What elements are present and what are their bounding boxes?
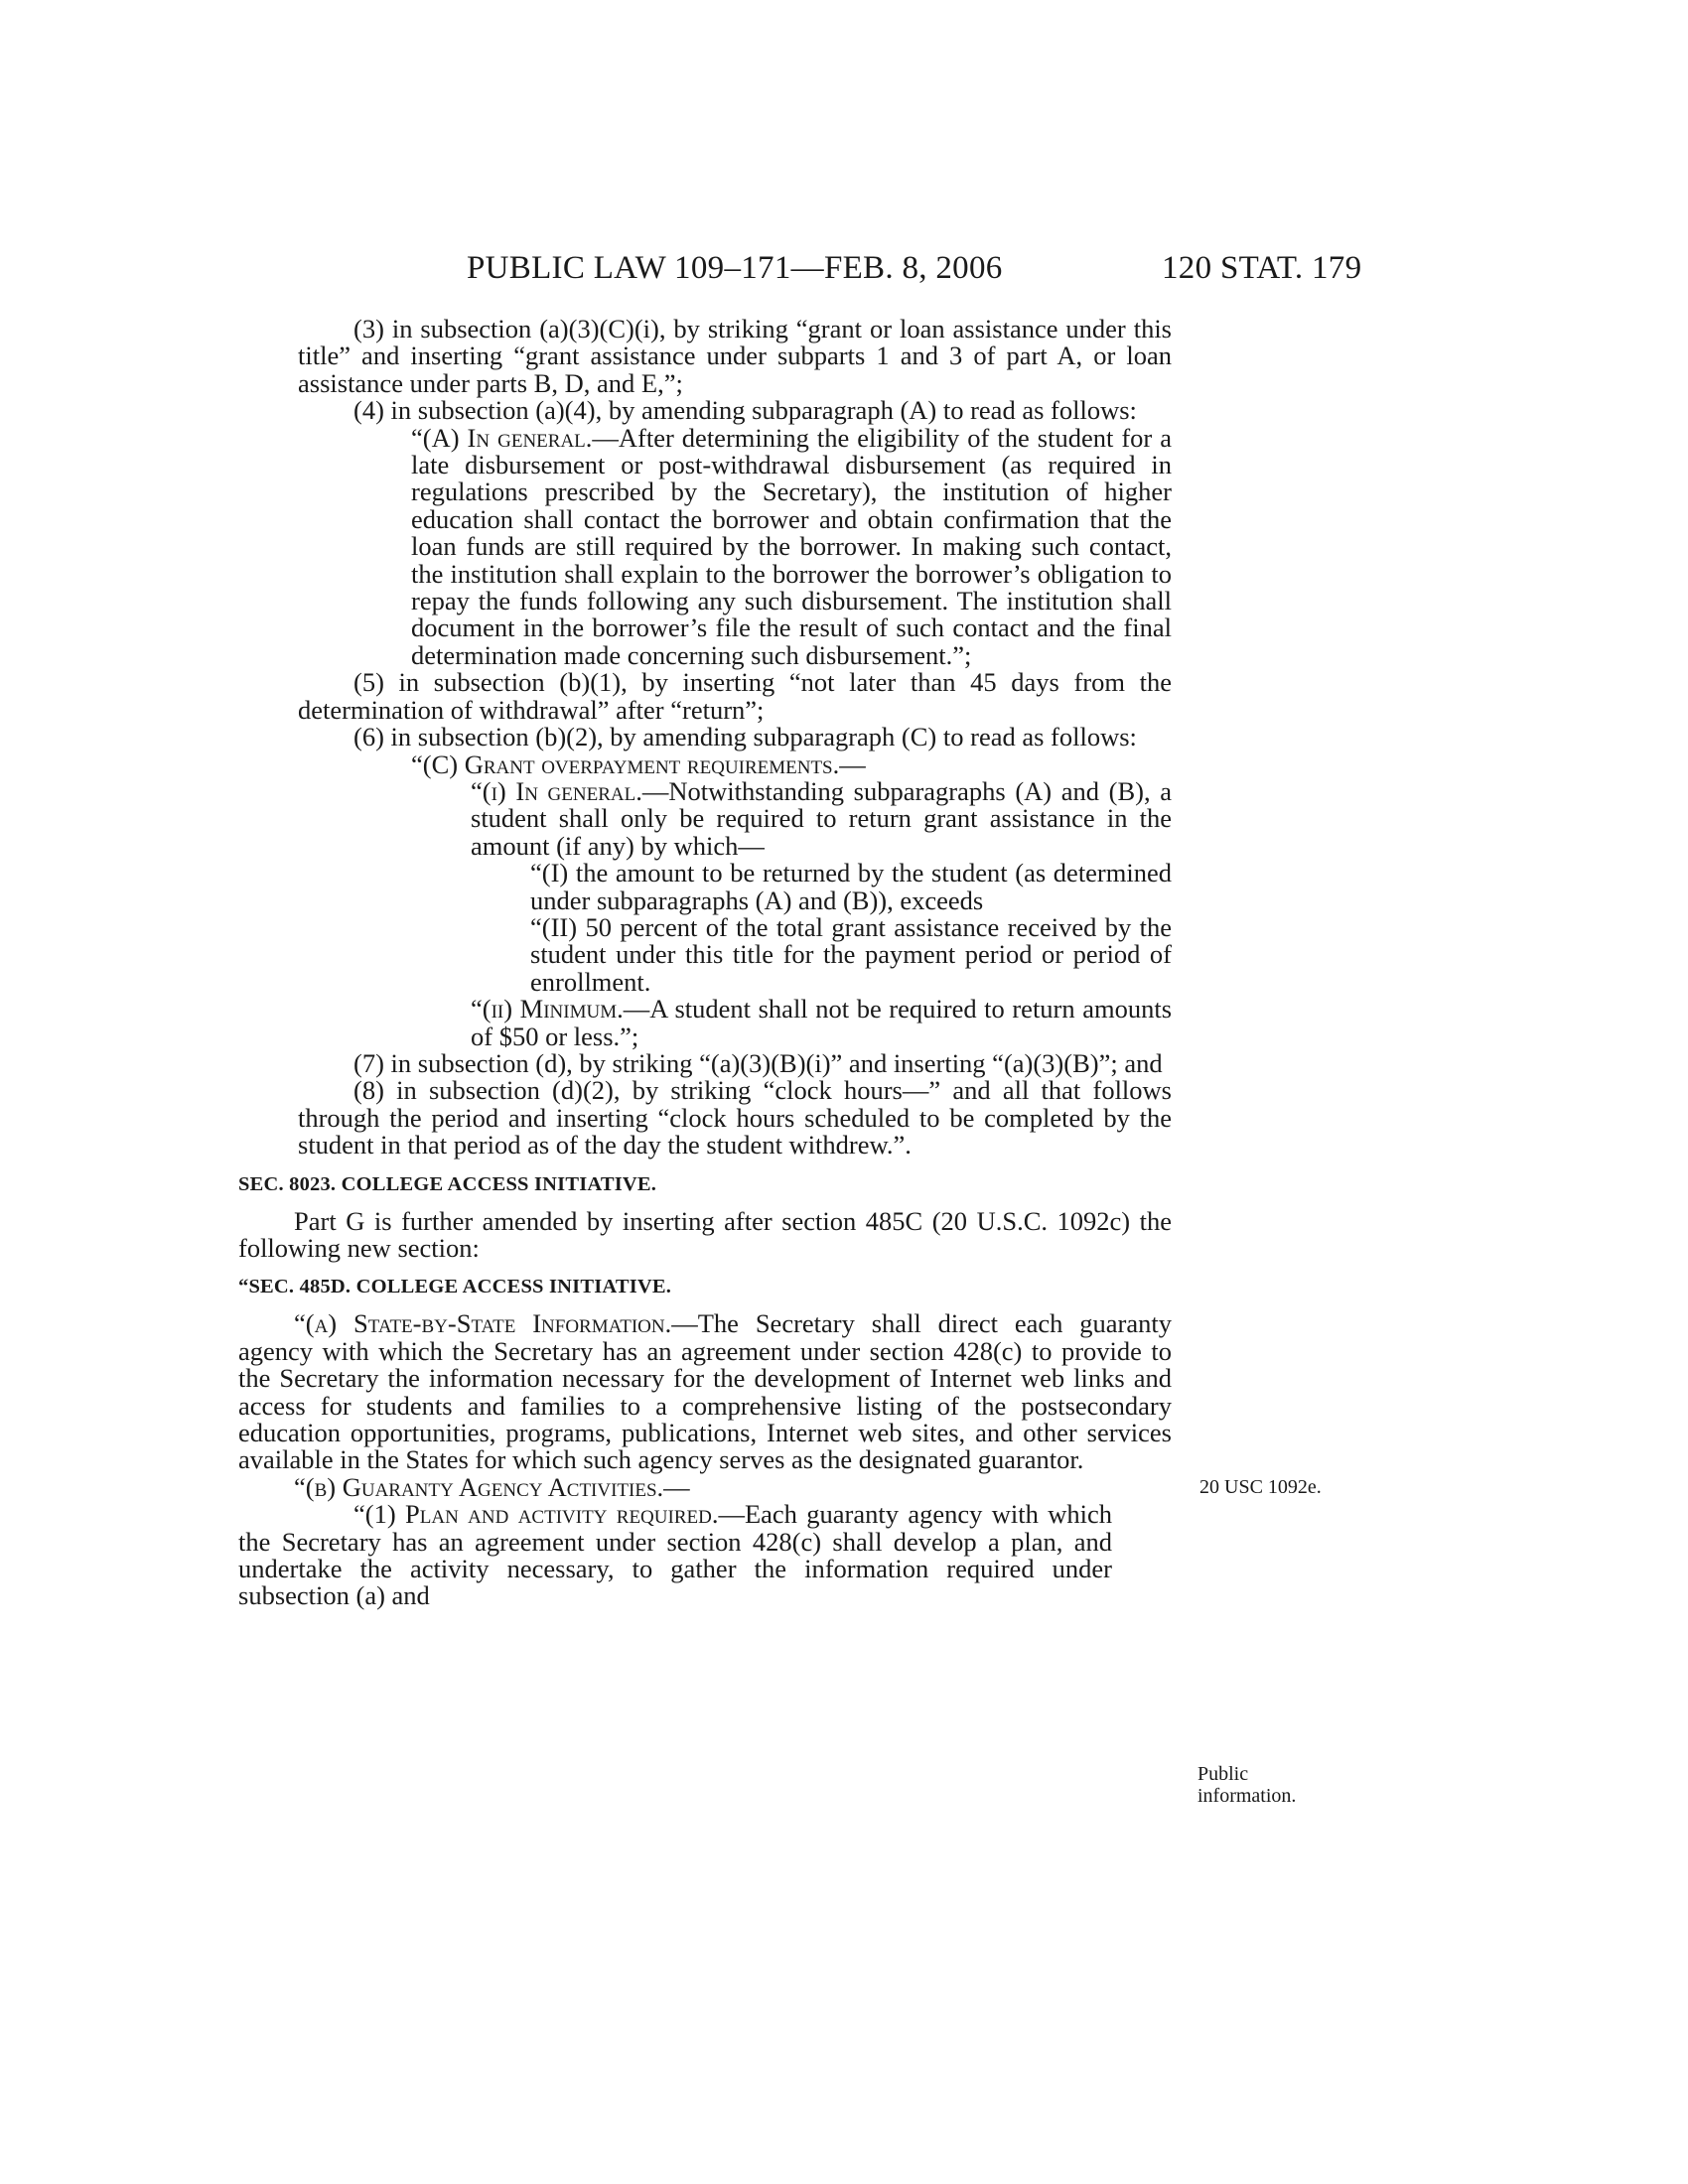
clause-C-i-body: —Notwithstanding subparagraphs (A) and (B), a student shall only be required to return grant assistance in the amount (if any) by which— — [471, 775, 1172, 861]
section-8023-heading: SEC. 8023. COLLEGE ACCESS INITIATIVE. — [238, 1172, 657, 1195]
paragraph-4: (4) in subsection (a)(4), by amending subparagraph (A) to read as follows: — [353, 395, 1137, 426]
subparagraph-A — [411, 422, 1172, 670]
paragraph-b-1-body: —Each guaranty agency with which the Secretary has an agreement under section 428(c) shall develop a plan, and undertake the activity necessary, to gather the information required under subsection (a) and — [238, 1499, 1112, 1611]
clause-C-i — [471, 775, 1172, 861]
margin-note-public: Public — [1197, 1763, 1249, 1785]
paragraph-5: (5) in subsection (b)(1), by inserting “not later than 45 days from the determination of withdrawal” after “return”; — [298, 667, 1172, 725]
subsection-b-dash: — — [663, 1471, 690, 1502]
margin-note-information: information. — [1197, 1785, 1297, 1807]
section-485D-heading: “SEC. 485D. COLLEGE ACCESS INITIATIVE. — [238, 1276, 672, 1298]
subparagraph-A-body: —After determining the eligibility of the student for a late disbursement or post-withdrawal disbursement (as required in regulations prescribed by the Secretary), the institution of higher education shall contact the borrower and obtain confirmation that the loan funds are still required by the borrower. In making such contact, the institution shall explain to the borrower the borrower’s obligation to repay the funds following any such disbursement. The institution shall document in the borrower’s file the result of such contact and the final determination made concerning such disbursement.”; — [411, 422, 1172, 670]
clause-C-i-heading: “(i) In general. — [471, 775, 642, 806]
clause-C-ii-heading: “(ii) Minimum. — [471, 994, 624, 1024]
clause-C-ii — [471, 996, 1172, 1050]
subclause-I: “(I) the amount to be returned by the student (as determined under subparagraphs (A) and (B)), exceeds — [530, 858, 1172, 915]
margin-note-usc: 20 USC 1092e. — [1199, 1476, 1322, 1498]
subsection-a — [238, 1310, 1172, 1473]
subclause-II: “(II) 50 percent of the total grant assistance received by the student under this title for the payment period or period of enrollment. — [530, 911, 1172, 997]
running-header-law: PUBLIC LAW 109–171—FEB. 8, 2006 — [467, 250, 1003, 286]
paragraph-3: (3) in subsection (a)(3)(C)(i), by striking “grant or loan assistance under this title” and inserting “grant assistance under subparts 1 and 3 of part A, or loan assistance under parts B, D, and E,”; — [298, 314, 1172, 398]
paragraph-b-1 — [238, 1501, 1112, 1610]
paragraph-7: (7) in subsection (d), by striking “(a)(3)(B)(i)” and inserting “(a)(3)(B)”; and — [353, 1047, 1163, 1078]
subparagraph-C-heading: “(C) Grant overpayment requirements. — [411, 749, 840, 779]
part-G-amendment: Part G is further amended by inserting after section 485C (20 U.S.C. 1092c) the following new section: — [238, 1205, 1172, 1263]
subsection-b — [238, 1471, 1172, 1502]
subsection-b-heading: “(b) Guaranty Agency Activities. — [294, 1471, 664, 1502]
clause-C-ii-body: —A student shall not be required to return amounts of $50 or less.”; — [471, 994, 1173, 1051]
paragraph-8: (8) in subsection (d)(2), by striking “clock hours—” and all that follows through the period and inserting “clock hours scheduled to be completed by the student in that period as of the day the student withdrew.”. — [298, 1075, 1172, 1160]
subparagraph-A-heading: “(A) In general. — [411, 422, 593, 453]
running-header-stat: 120 STAT. 179 — [1162, 250, 1362, 286]
paragraph-6: (6) in subsection (b)(2), by amending subparagraph (C) to read as follows: — [353, 722, 1137, 752]
paragraph-b-1-heading: “(1) Plan and activity required. — [353, 1499, 719, 1530]
subsection-a-body: —The Secretary shall direct each guaranty agency with which the Secretary has an agreement under section 428(c) to provide to the Secretary the information necessary for the development of Internet web links and access for students and families to a comprehensive listing of the postsecondary education opportunities, programs, publications, Internet web sites, and other services available in the States for which such agency serves as the designated guarantor. — [238, 1308, 1172, 1475]
subparagraph-C-dash: — — [839, 749, 866, 779]
subsection-a-heading: “(a) State-by-State Information. — [294, 1308, 672, 1339]
subparagraph-C — [411, 751, 1172, 778]
main-text-column — [238, 314, 1173, 1611]
